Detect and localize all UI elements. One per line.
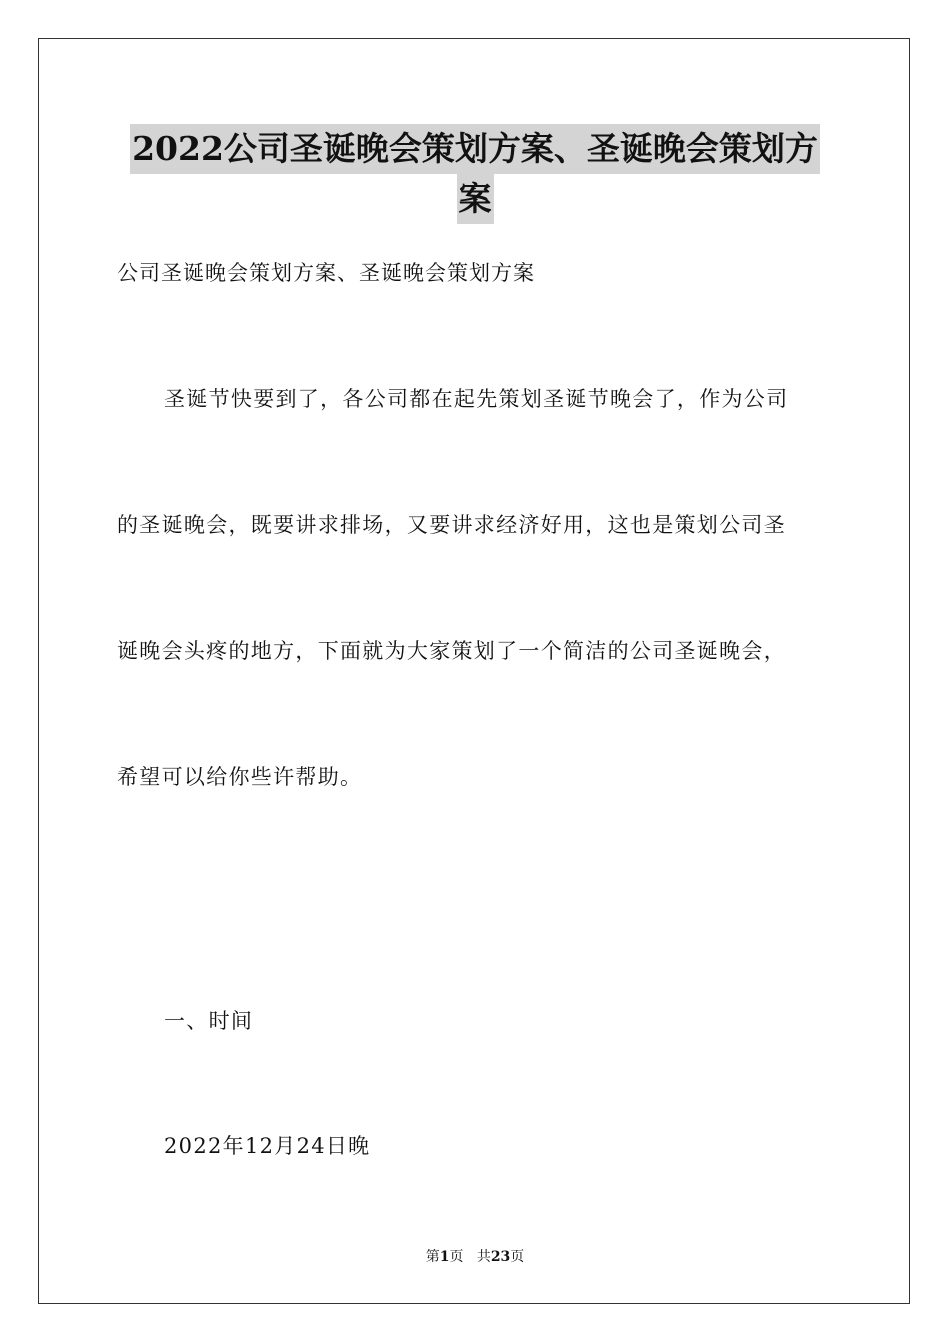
intro-line-2: 的圣诞晚会，既要讲求排场，又要讲求经济好用，这也是策划公司圣: [117, 513, 786, 537]
section-heading-time: 一、时间: [164, 1009, 254, 1033]
footer-page-suffix: 页: [449, 1249, 464, 1265]
footer-page-prefix: 第: [425, 1249, 440, 1265]
footer-page-current: 1: [439, 1249, 450, 1265]
title-line-2: 案: [457, 174, 494, 224]
footer-total-suffix: 页: [510, 1249, 525, 1265]
footer-total-prefix: 共: [476, 1249, 491, 1265]
section-content-date: 2022年12月24日晚: [164, 1134, 371, 1158]
footer-page-total: 23: [490, 1249, 511, 1265]
document-subtitle: 公司圣诞晚会策划方案、圣诞晚会策划方案: [117, 261, 535, 285]
page-footer: [0, 1247, 950, 1267]
document-title: [0, 124, 950, 224]
page-border: [38, 38, 910, 1304]
intro-line-3: 诞晚会头疼的地方，下面就为大家策划了一个简洁的公司圣诞晚会，: [117, 639, 786, 663]
intro-line-1: 圣诞节快要到了，各公司都在起先策划圣诞节晚会了，作为公司: [164, 387, 789, 411]
title-line-1: 2022公司圣诞晚会策划方案、圣诞晚会策划方: [130, 124, 820, 174]
intro-line-4: 希望可以给你些许帮助。: [117, 765, 363, 789]
